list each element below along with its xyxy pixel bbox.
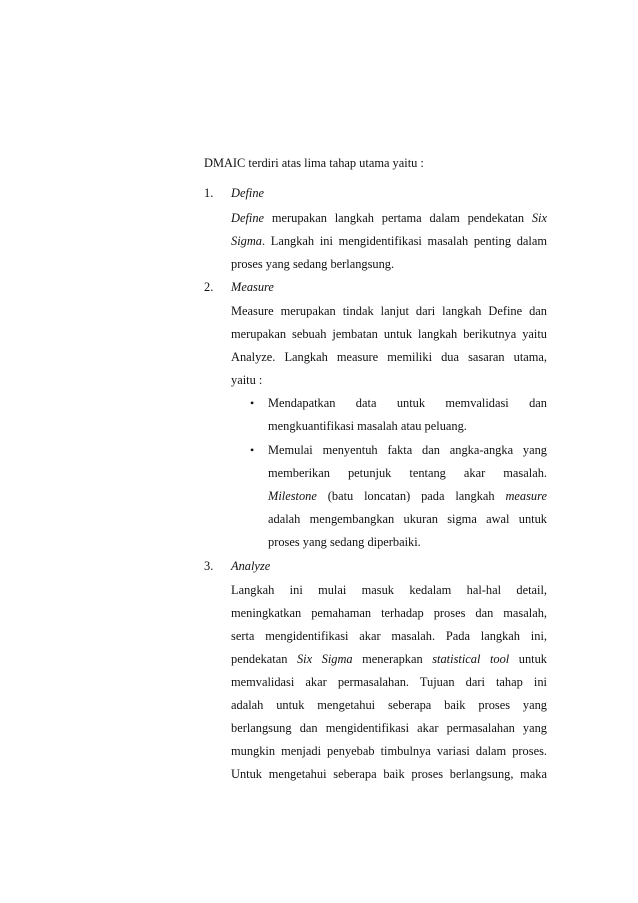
section-number: 3. (204, 559, 214, 573)
section-title: Define (231, 186, 265, 200)
bullet-line: Milestone (batu loncatan) pada langkah measure (268, 489, 547, 503)
paragraph-line: berlangsung dan mengidentifikasi akar permasalahan yang (231, 721, 547, 735)
intro-text: DMAIC terdiri atas lima tahap utama yaitu : (204, 156, 424, 170)
section-title: Measure (231, 280, 274, 294)
bullet-icon: • (250, 396, 255, 410)
paragraph-line: Sigma. Langkah ini mengidentifikasi masalah penting dalam (231, 234, 547, 248)
paragraph-line: merupakan sebuah jembatan untuk langkah berikutnya yaitu (231, 327, 547, 341)
bullet-line: memberikan petunjuk tentang akar masalah. (268, 466, 547, 480)
paragraph-line: adalah untuk mengetahui seberapa baik proses yang (231, 698, 547, 712)
bullet-icon: • (250, 443, 255, 457)
paragraph-line: meningkatkan pemahaman terhadap proses dan masalah, (231, 606, 547, 620)
section-number: 1. (204, 186, 214, 200)
bullet-line: proses yang sedang diperbaiki. (268, 535, 421, 549)
paragraph-line: pendekatan Six Sigma menerapkan statistical tool untuk (231, 652, 547, 666)
paragraph-line: Untuk mengetahui seberapa baik proses berlangsung, maka (231, 767, 547, 781)
paragraph-line: mungkin menjadi penyebab timbulnya variasi dalam proses. (231, 744, 547, 758)
paragraph-line: Define merupakan langkah pertama dalam pendekatan Six (231, 211, 547, 225)
section-title: Analyze (231, 559, 271, 573)
section-number: 2. (204, 280, 214, 294)
paragraph-line: memvalidasi akar permasalahan. Tujuan dari tahap ini (231, 675, 547, 689)
bullet-line: Mendapatkan data untuk memvalidasi dan (268, 396, 547, 410)
paragraph-line: Measure merupakan tindak lanjut dari langkah Define dan (231, 304, 547, 318)
paragraph-line: Langkah ini mulai masuk kedalam hal-hal detail, (231, 583, 547, 597)
paragraph-line: proses yang sedang berlangsung. (231, 257, 395, 271)
bullet-line: mengkuantifikasi masalah atau peluang. (268, 419, 467, 433)
paragraph-line: Analyze. Langkah measure memiliki dua sasaran utama, (231, 350, 547, 364)
bullet-line: adalah mengembangkan ukuran sigma awal untuk (268, 512, 547, 526)
bullet-line: Memulai menyentuh fakta dan angka-angka yang (268, 443, 547, 457)
paragraph-line: serta mengidentifikasi akar masalah. Pada langkah ini, (231, 629, 547, 643)
paragraph-line: yaitu : (231, 373, 263, 387)
